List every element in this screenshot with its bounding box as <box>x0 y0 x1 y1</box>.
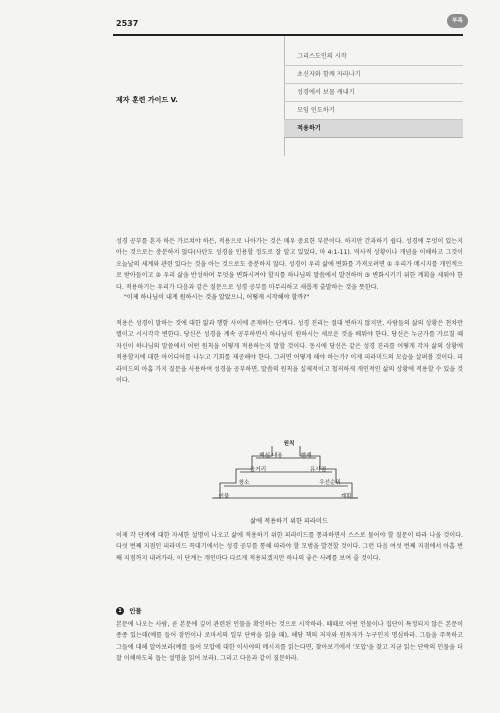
intro-paragraph: 성경 공부를 혼자 하든 가르쳐야 하든, 적용으로 나아가는 것은 매우 중요한 부분이다. 하지만 간과하기 쉽다. 성경에 무엇이 있는지 아는 것으로는 충분하지 않다(사탄도 성경을 인용할 정도로 잘 알고 있었다, 마 4:1-11). 역사적 상황이나 개념을 이해하고 그것이 오늘날의 세계와 관련 있다는 것을 아는 것으로도 충분하지 않다. 성경이 우리 삶에 변화를 가져오려면 ① 우리가 메시지를 개인적으로 받아들이고 ② 우리 삶을 반성하며 무엇을 변화시켜야 할지를 하나님의 말씀에서 발견하며 ③ 변화시키기 위한 계획을 세워야 한다. 적용하기는 우리가 다음과 같은 질문으로 성경 공부를 마무리하고 새롭게 출발하는 것을 뜻한다. <box>116 238 463 291</box>
section-title: 인물 <box>129 607 142 615</box>
section-heading <box>116 606 142 615</box>
pyramid-caption: 삶에 적용하기 위한 피라미드 <box>250 518 328 525</box>
pyramid-label-2-left: 올거리 <box>249 467 267 473</box>
paragraph-application: 적용은 성경이 말하는 것에 대한 앎과 행함 사이에 존재하는 단계다. 성경 진리는 절대 변하지 않지만, 사람들의 삶의 상황은 천차만별이고 시시각각 변한다. 당신은 성경을 계속 공부하면서 하나님이 원하시는 새로운 것을 배워야 한다. 당신은 누군가를 가르칠 때 자신이 하나님의 말씀에서 어떤 원칙을 어떻게 적용하는지 말할 것이다. 동시에 당신은 같은 성경 진리를 어떻게 각자 삶의 상황에 적용할지에 대한 아이디어를 나누고 기회를 제공해야 한다. 그러면 어떻게 해야 하는가? 이제 피라미드의 모습을 살펴볼 것이다. 피라미드의 아홉 가지 질문을 사용하여 성경을 공부하면, 말씀의 원칙을 실제적이고 철저하게 개인적인 삶의 상황에 적용할 수 있을 것이다. <box>116 320 463 385</box>
toc-item-beginning[interactable]: 그리스도인의 시작 <box>284 48 463 66</box>
toc-item-applying[interactable]: 적용하기 <box>284 120 463 138</box>
pyramid-label-priority: 우선순위 <box>319 480 341 486</box>
pyramid-label-people: 인물 <box>218 494 230 500</box>
toc-item-treasure[interactable]: 성경에서 보물 캐내기 <box>284 84 463 102</box>
paragraph-steps: 이제 각 단계에 대한 자세한 설명이 나오고 삶에 적용하기 위한 피라미드를 통과하면서 스스로 물어야 할 질문이 따라 나올 것이다. 다섯 번째 지점인 피라미드 꼭대기에서는 성경 공부를 통해 따라야 할 모범을 발견할 것이다. 그런 다음 여섯 번째 지점에서 아홉 번째 지점까지 내려가라. 이 단계는 개인마다 다르게 적용되겠지만 하나의 좋은 사례를 보여 줄 것이다. <box>116 532 463 562</box>
pyramid-label-present: 현재 <box>300 453 312 459</box>
pyramid-label-core: 핵심 내용 <box>259 453 283 459</box>
pyramid-label-similarity: 유사점 <box>309 467 327 473</box>
quote-line: "이제 하나님이 내게 원하시는 것을 알았으니, 어떻게 시작해야 할까?" <box>124 294 310 301</box>
section-text: 본문에 나오는 사람, 곧 본문에 깊이 관련된 인물을 확인하는 것으로 시작하라. 때때로 어떤 인물이나 집단이 특정되지 않은 본문이 종종 있는데(예를 들어 잠언이나 로마서의 일부 단락을 읽을 때), 해당 책의 저자와 원독자가 누구인지 명심하라. 그들을 주목하고 그들에 대해 알아보라(예를 들어 모압에 대한 이사야의 메시지를 읽는다면, 찾아보기에서 '모압'을 찾고 지금 읽는 단락의 인물을 더 잘 이해하도록 돕는 설명을 읽어 보라). 그리고 다음과 같이 질문하라. <box>116 621 463 663</box>
pyramid-apex-label: 원칙 <box>283 441 295 447</box>
section-number-badge: 1 <box>116 607 124 615</box>
appendix-badge: 부록 <box>447 14 468 28</box>
pyramid-label-plan: 계획 <box>340 494 352 500</box>
page-number: 2537 <box>116 19 139 28</box>
guide-title: 제자 훈련 가이드 V. <box>116 96 178 104</box>
pyramid-label-3-left: 창소 <box>238 480 250 486</box>
toc-item-leading[interactable]: 모임 인도하기 <box>284 102 463 120</box>
toc-item-growing[interactable]: 초신자와 함께 자라나기 <box>284 66 463 84</box>
